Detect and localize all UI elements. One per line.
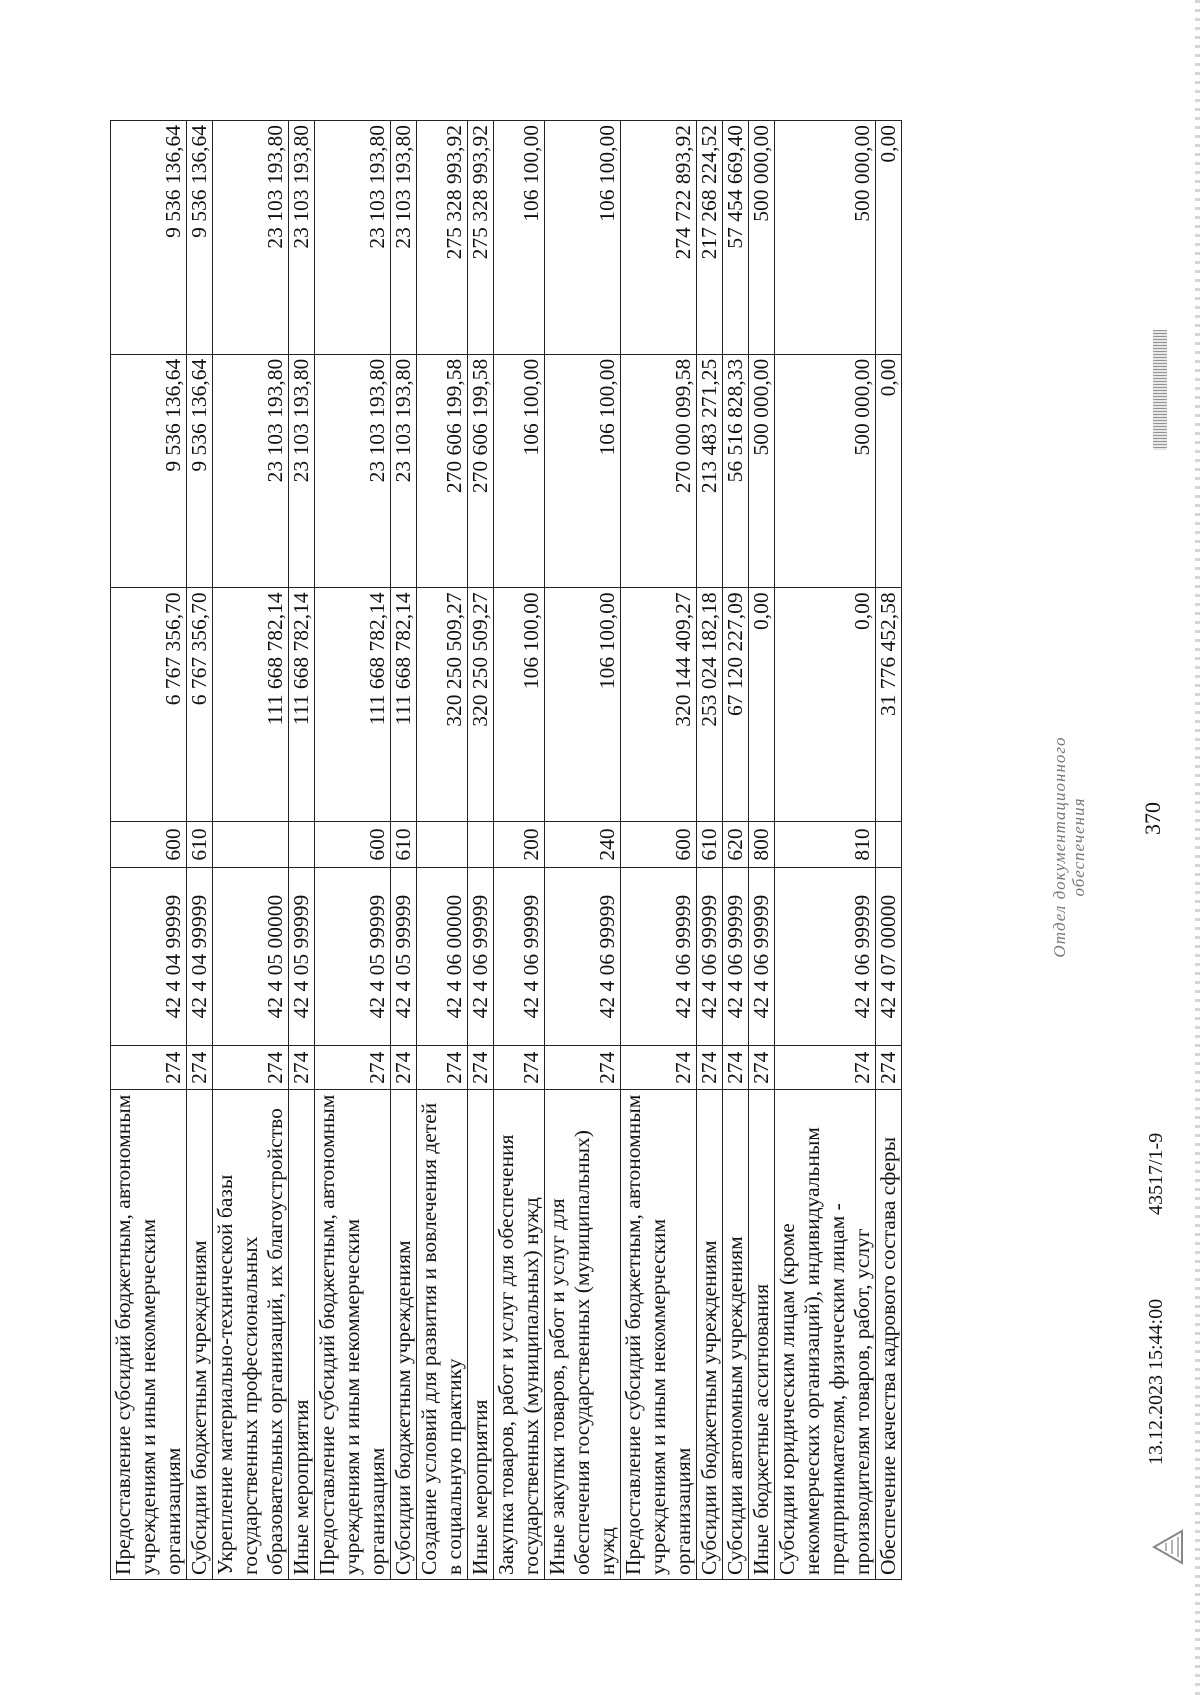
- row-grbs-code: 274: [697, 1046, 723, 1090]
- row-amount-year-3: 23 103 193,80: [289, 121, 315, 355]
- row-amount-year-3: 275 328 993,92: [468, 121, 494, 355]
- row-amount-year-1: 106 100,00: [545, 588, 621, 822]
- row-grbs-code: 274: [775, 1046, 876, 1090]
- row-target-article: 42 4 05 00000: [213, 867, 289, 1045]
- row-grbs-code: 274: [187, 1046, 213, 1090]
- table-row: [417, 121, 468, 1580]
- table-row: [315, 121, 391, 1580]
- stamp-line-2: обеспечения: [1069, 797, 1088, 897]
- row-target-article: 42 4 07 00000: [876, 867, 902, 1045]
- row-amount-year-3: 500 000,00: [749, 121, 775, 355]
- row-expense-type: 200: [494, 822, 545, 868]
- row-expense-type: 600: [111, 822, 187, 868]
- row-target-article: 42 4 05 99999: [391, 867, 417, 1045]
- row-expense-type: 240: [545, 822, 621, 868]
- row-target-article: 42 4 06 99999: [697, 867, 723, 1045]
- table-row: [876, 121, 902, 1580]
- row-target-article: 42 4 04 99999: [111, 867, 187, 1045]
- row-name: Субсидии бюджетным учреждениям: [697, 1090, 723, 1580]
- row-grbs-code: 274: [391, 1046, 417, 1090]
- table-row: [187, 121, 213, 1580]
- table-row: [545, 121, 621, 1580]
- row-grbs-code: 274: [723, 1046, 749, 1090]
- row-amount-year-3: 106 100,00: [494, 121, 545, 355]
- row-expense-type: 610: [697, 822, 723, 868]
- row-expense-type: 610: [391, 822, 417, 868]
- row-amount-year-2: 0,00: [876, 354, 902, 588]
- row-name: Предоставление субсидий бюджетным, автономным учреждениям и иным некоммерческим организациям: [621, 1090, 697, 1580]
- row-name: Создание условий для развития и вовлечения детей в социальную практику: [417, 1090, 468, 1580]
- table-row: [621, 121, 697, 1580]
- table-row: [468, 121, 494, 1580]
- row-amount-year-2: 56 516 828,33: [723, 354, 749, 588]
- row-amount-year-2: 500 000,00: [749, 354, 775, 588]
- row-amount-year-2: 23 103 193,80: [315, 354, 391, 588]
- row-amount-year-3: 0,00: [876, 121, 902, 355]
- row-expense-type: 800: [749, 822, 775, 868]
- row-amount-year-3: 9 536 136,64: [111, 121, 187, 355]
- table-row: [391, 121, 417, 1580]
- row-target-article: 42 4 06 00000: [417, 867, 468, 1045]
- table-row: [697, 121, 723, 1580]
- row-name: Закупка товаров, работ и услуг для обеспечения государственных (муниципальных) нужд: [494, 1090, 545, 1580]
- footer-code: 43517/1-9: [1145, 1132, 1167, 1215]
- row-amount-year-2: 9 536 136,64: [187, 354, 213, 588]
- row-name: Обеспечение качества кадрового состава сферы: [876, 1090, 902, 1580]
- row-amount-year-2: 270 000 099,58: [621, 354, 697, 588]
- row-name: Укрепление материально-технической базы государственных профессиональных образовательных организаций, их благоустройство: [213, 1090, 289, 1580]
- row-amount-year-2: 270 606 199,58: [468, 354, 494, 588]
- row-amount-year-3: 217 268 224,52: [697, 121, 723, 355]
- row-expense-type: 620: [723, 822, 749, 868]
- row-name: Субсидии юридическим лицам (кроме некоммерческих организаций), индивидуальным предпринимателям, физическим лицам - производителям товаров, работ, услуг: [775, 1090, 876, 1580]
- row-expense-type: [876, 822, 902, 868]
- row-amount-year-2: 23 103 193,80: [213, 354, 289, 588]
- row-name: Иные мероприятия: [468, 1090, 494, 1580]
- row-amount-year-1: 67 120 227,09: [723, 588, 749, 822]
- table-row: [213, 121, 289, 1580]
- row-amount-year-3: 23 103 193,80: [213, 121, 289, 355]
- row-grbs-code: 274: [545, 1046, 621, 1090]
- row-amount-year-3: 23 103 193,80: [391, 121, 417, 355]
- row-grbs-code: 274: [289, 1046, 315, 1090]
- row-target-article: 42 4 06 99999: [723, 867, 749, 1045]
- budget-table: [110, 120, 902, 1580]
- row-name: Иные бюджетные ассигнования: [749, 1090, 775, 1580]
- row-name: Предоставление субсидий бюджетным, автономным учреждениям и иным некоммерческим организациям: [111, 1090, 187, 1580]
- row-expense-type: 810: [775, 822, 876, 868]
- row-grbs-code: 274: [417, 1046, 468, 1090]
- emblem-icon: [1150, 1527, 1186, 1567]
- row-grbs-code: 274: [749, 1046, 775, 1090]
- row-amount-year-1: 320 250 509,27: [417, 588, 468, 822]
- row-target-article: 42 4 06 99999: [468, 867, 494, 1045]
- row-amount-year-1: 0,00: [775, 588, 876, 822]
- row-amount-year-1: 31 776 452,58: [876, 588, 902, 822]
- footer-date: 13.12.2023 15:44:00: [1145, 1298, 1167, 1465]
- budget-table-body: [111, 121, 902, 1580]
- row-amount-year-1: 0,00: [749, 588, 775, 822]
- table-row: [494, 121, 545, 1580]
- row-amount-year-1: 111 668 782,14: [391, 588, 417, 822]
- row-amount-year-1: 111 668 782,14: [213, 588, 289, 822]
- row-expense-type: [468, 822, 494, 868]
- row-expense-type: [289, 822, 315, 868]
- row-target-article: 42 4 05 99999: [315, 867, 391, 1045]
- row-amount-year-2: 213 483 271,25: [697, 354, 723, 588]
- row-grbs-code: 274: [468, 1046, 494, 1090]
- row-amount-year-2: 106 100,00: [545, 354, 621, 588]
- row-name: Предоставление субсидий бюджетным, автономным учреждениям и иным некоммерческим организациям: [315, 1090, 391, 1580]
- row-grbs-code: 274: [876, 1046, 902, 1090]
- row-amount-year-3: 500 000,00: [775, 121, 876, 355]
- row-grbs-code: 274: [111, 1046, 187, 1090]
- row-name: Субсидии автономным учреждениям: [723, 1090, 749, 1580]
- row-amount-year-2: 23 103 193,80: [391, 354, 417, 588]
- row-amount-year-2: 23 103 193,80: [289, 354, 315, 588]
- table-row: [775, 121, 876, 1580]
- table-row: [723, 121, 749, 1580]
- row-target-article: 42 4 04 99999: [187, 867, 213, 1045]
- row-expense-type: 600: [621, 822, 697, 868]
- row-target-article: 42 4 06 99999: [775, 867, 876, 1045]
- row-expense-type: 600: [315, 822, 391, 868]
- row-amount-year-3: 9 536 136,64: [187, 121, 213, 355]
- row-target-article: 42 4 06 99999: [749, 867, 775, 1045]
- row-expense-type: [213, 822, 289, 868]
- row-name: Иные мероприятия: [289, 1090, 315, 1580]
- row-amount-year-3: 275 328 993,92: [417, 121, 468, 355]
- row-amount-year-3: 57 454 669,40: [723, 121, 749, 355]
- row-amount-year-1: 111 668 782,14: [289, 588, 315, 822]
- row-grbs-code: 274: [213, 1046, 289, 1090]
- row-expense-type: 610: [187, 822, 213, 868]
- row-amount-year-3: 274 722 893,92: [621, 121, 697, 355]
- scan-barcode-artifact: [1153, 330, 1167, 450]
- row-target-article: 42 4 05 99999: [289, 867, 315, 1045]
- row-grbs-code: 274: [494, 1046, 545, 1090]
- row-name: Субсидии бюджетным учреждениям: [391, 1090, 417, 1580]
- row-grbs-code: 274: [315, 1046, 391, 1090]
- scan-edge-artifact: [1195, 0, 1200, 1695]
- row-amount-year-1: 253 024 182,18: [697, 588, 723, 822]
- page-number: 370: [1140, 802, 1165, 835]
- row-target-article: 42 4 06 99999: [545, 867, 621, 1045]
- row-amount-year-1: 111 668 782,14: [315, 588, 391, 822]
- row-target-article: 42 4 06 99999: [494, 867, 545, 1045]
- row-name: Субсидии бюджетным учреждениям: [187, 1090, 213, 1580]
- row-amount-year-3: 23 103 193,80: [315, 121, 391, 355]
- row-name: Иные закупки товаров, работ и услуг для обеспечения государственных (муниципальных) нужд: [545, 1090, 621, 1580]
- stamp-line-1: Отдел документационного: [1050, 736, 1069, 958]
- row-amount-year-2: 270 606 199,58: [417, 354, 468, 588]
- row-expense-type: [417, 822, 468, 868]
- row-amount-year-1: 6 767 356,70: [111, 588, 187, 822]
- row-amount-year-2: 106 100,00: [494, 354, 545, 588]
- row-amount-year-3: 106 100,00: [545, 121, 621, 355]
- row-amount-year-1: 106 100,00: [494, 588, 545, 822]
- row-grbs-code: 274: [621, 1046, 697, 1090]
- row-amount-year-1: 6 767 356,70: [187, 588, 213, 822]
- row-amount-year-2: 500 000,00: [775, 354, 876, 588]
- row-target-article: 42 4 06 99999: [621, 867, 697, 1045]
- table-row: [289, 121, 315, 1580]
- table-row: [111, 121, 187, 1580]
- table-row: [749, 121, 775, 1580]
- row-amount-year-1: 320 144 409,27: [621, 588, 697, 822]
- row-amount-year-2: 9 536 136,64: [111, 354, 187, 588]
- department-stamp: [1050, 717, 1088, 977]
- row-amount-year-1: 320 250 509,27: [468, 588, 494, 822]
